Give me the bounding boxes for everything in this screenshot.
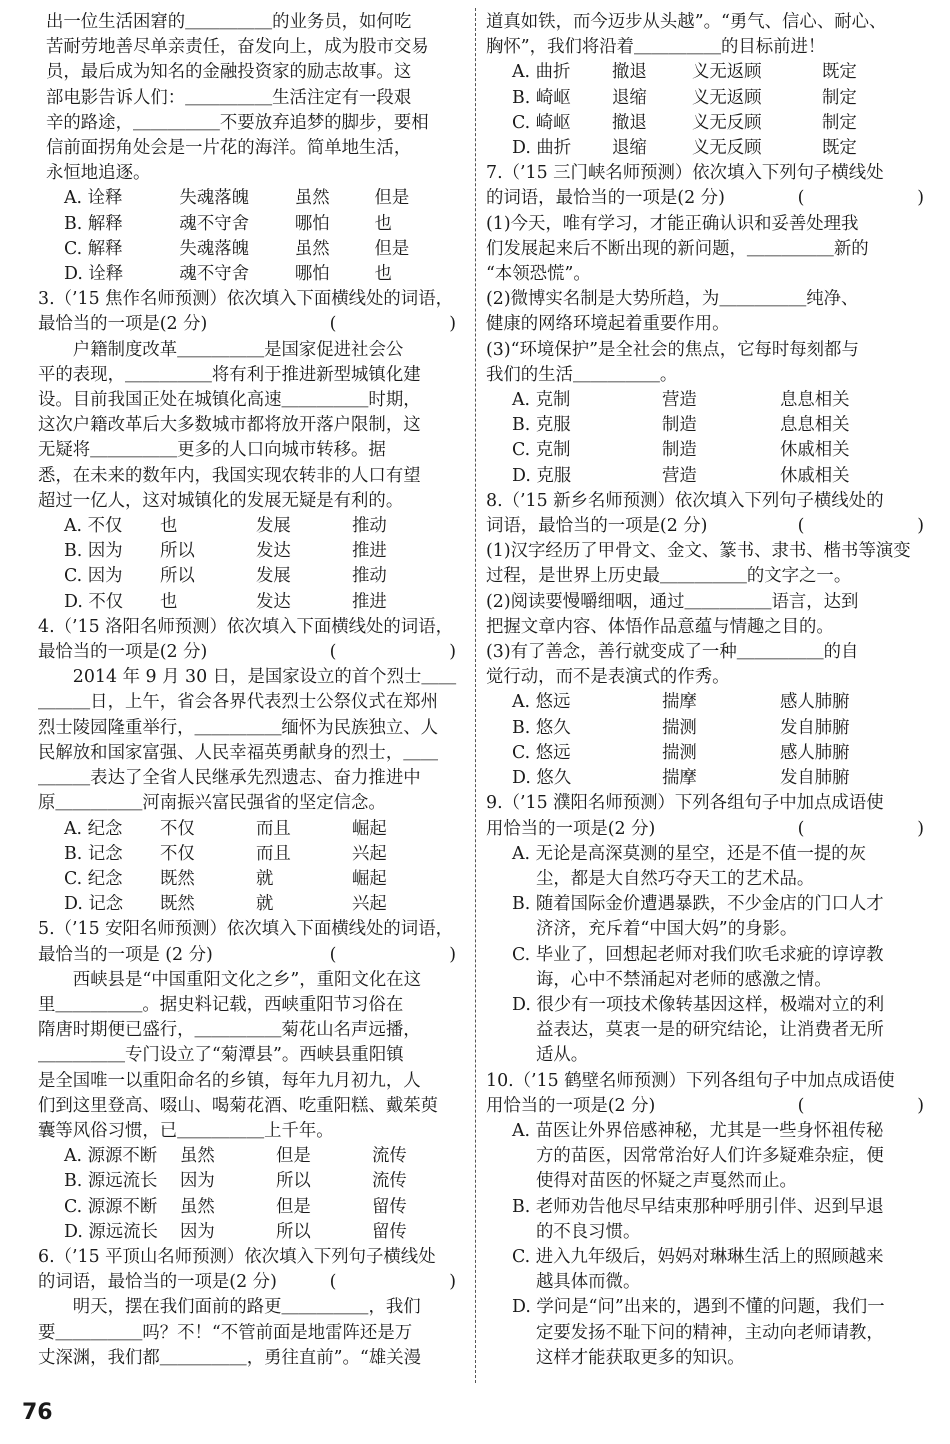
option-row: [486, 741, 932, 766]
passage-line: 过程，是世界上历史最＿＿＿＿＿的文字之一。: [486, 566, 852, 587]
passage-line: (3)“环境保护”是全社会的焦点，它每时每刻都与: [486, 339, 859, 360]
option-row: [38, 590, 464, 615]
option-cell: D. 记念: [64, 894, 124, 915]
choice-line: 定要发扬不耻下问的精神，主动向老师请教，: [536, 1322, 884, 1343]
option-cell: 虽然: [180, 1196, 215, 1217]
option-cell: D. 悠久: [512, 768, 572, 789]
passage-line: 辛的路途，＿＿＿＿＿不要放弃追梦的脚步，要相: [46, 112, 429, 133]
passage-line: 隋唐时期便已盛行，＿＿＿＿＿菊花山名声远播，: [38, 1020, 421, 1041]
option-row: [486, 464, 932, 489]
option-row: [486, 86, 932, 111]
option-cell: B. 悠久: [512, 717, 571, 738]
option-cell: D. 不仅: [64, 591, 124, 612]
question-head: 5.（’15 安阳名师预测）依次填入下面横线处的词语，: [38, 919, 453, 940]
option-cell: 发自肺腑: [780, 768, 850, 789]
passage-line: 永恒地追逐。: [46, 163, 151, 184]
choice-line: 使得对苗医的怀疑之声戛然而止。: [536, 1171, 797, 1192]
option-row: [486, 136, 932, 161]
option-row: [38, 237, 464, 262]
passage-line: 出一位生活困窘的＿＿＿＿＿的业务员，如何吃: [46, 12, 412, 32]
option-cell: A. 克制: [512, 390, 571, 411]
passage-line: 原＿＿＿＿＿河南振兴富民强省的坚定信念。: [38, 793, 386, 814]
choice-line: 的不良习惯。: [536, 1221, 641, 1242]
question-head: 最恰当的一项是 (2 分) ( ): [38, 943, 464, 968]
option-row: [486, 111, 932, 136]
passage-line: 囊等风俗习惯，已＿＿＿＿＿上千年。: [38, 1120, 334, 1141]
option-cell: D. 克服: [512, 465, 572, 486]
option-cell: 退缩: [612, 138, 647, 159]
passage-line: 明天，摆在我们面前的路更＿＿＿＿＿，我们: [72, 1297, 421, 1318]
option-cell: 而且: [256, 818, 291, 839]
option-row: [38, 842, 464, 867]
passage-line: (1)汉字经历了甲骨文、金文、篆书、隶书、楷书等演变: [486, 541, 911, 562]
option-cell: C. 悠远: [512, 742, 571, 763]
choice-line: D. 很少有一项技术像转基因这样，极端对立的利: [512, 994, 885, 1015]
question-head: 9.（’15 濮阳名师预测）下列各组句子中加点成语使: [486, 793, 884, 814]
option-row: [38, 564, 464, 589]
passage-line: ＿＿＿＿＿专门设立了“菊潭县”。西峡县重阳镇: [38, 1045, 404, 1066]
option-cell: 因为: [180, 1171, 215, 1192]
option-cell: 既定: [822, 138, 857, 159]
question-head: 3.（’15 焦作名师预测）依次填入下面横线处的词语，: [38, 289, 453, 310]
option-cell: C. 源源不断: [64, 1196, 158, 1217]
passage-line: “本领恐慌”。: [486, 264, 591, 285]
choice-line: 越具体而微。: [536, 1272, 641, 1293]
passage-line: 悉，在未来的数年内，我国实现农转非的人口有望: [38, 465, 421, 486]
choice-line: 尘，都是大自然巧夺天工的艺术品。: [536, 868, 815, 889]
passage-line: ＿＿＿表达了全省人民继承先烈遗志、奋力推进中: [38, 768, 421, 789]
question-head: 7.（’15 三门峡名师预测）依次填入下列句子横线处: [486, 163, 884, 184]
option-cell: 制造: [662, 415, 697, 436]
option-cell: 魂不守舍: [179, 213, 249, 234]
option-row: [38, 186, 464, 211]
passage-line: 西峡县是“中国重阳文化之乡”，重阳文化在这: [72, 969, 422, 990]
option-row: [38, 262, 464, 287]
option-cell: 营造: [662, 465, 697, 486]
choice-line: B. 随着国际金价遭遇暴跌，不少金店的门口人才: [512, 894, 884, 915]
option-cell: 但是: [374, 238, 410, 259]
option-cell: A. 曲折: [512, 62, 571, 83]
option-cell: 推进: [352, 541, 387, 562]
option-cell: 但是: [276, 1146, 311, 1167]
question-head: 8.（’15 新乡名师预测）依次填入下列句子横线处的: [486, 490, 884, 511]
option-cell: 所以: [160, 566, 195, 587]
passage-line: 丈深渊，我们都＿＿＿＿＿，勇往直前”。“雄关漫: [38, 1347, 421, 1368]
passage-line: 民解放和国家富强、人民幸福英勇献身的烈士，＿＿: [38, 742, 438, 763]
question-head: 词语，最恰当的一项是(2 分) ( ): [486, 514, 932, 539]
option-row: [38, 1169, 464, 1194]
option-cell: A. 纪念: [64, 818, 123, 839]
option-cell: B. 源远流长: [64, 1171, 158, 1192]
option-row: [38, 1220, 464, 1245]
choice-line: B. 老师劝告他尽早结束那种呼朋引伴、迟到早退: [512, 1196, 884, 1217]
option-cell: 流传: [372, 1171, 407, 1192]
option-cell: C. 克制: [512, 440, 571, 461]
option-cell: 也: [160, 516, 178, 537]
option-cell: 虽然: [294, 238, 330, 259]
question-head: 用恰当的一项是(2 分) ( ): [486, 817, 932, 842]
question-head: 4.（’15 洛阳名师预测）依次填入下面横线处的词语，: [38, 616, 453, 637]
question-head: 最恰当的一项是(2 分) ( ): [38, 312, 464, 337]
passage-line: 是全国唯一以重阳命名的乡镇，每年九月初九，人: [38, 1070, 421, 1091]
option-row: [38, 892, 464, 917]
option-row: [486, 716, 932, 741]
passage-line: 信前面拐角处会是一片花的海洋。简单地生活，: [46, 138, 412, 159]
option-row: [38, 539, 464, 564]
answer-paren: ( ): [797, 818, 950, 839]
option-cell: 发展: [256, 566, 291, 587]
passage-line: 把握文章内容、体悟作品意蕴与情趣之目的。: [486, 616, 834, 637]
option-cell: 但是: [276, 1196, 311, 1217]
option-cell: B. 记念: [64, 843, 123, 864]
option-row: [38, 1195, 464, 1220]
option-cell: B. 因为: [64, 541, 123, 562]
option-cell: 退缩: [612, 87, 647, 108]
option-cell: 休戚相关: [780, 440, 850, 461]
option-row: [38, 212, 464, 237]
passage-line: 觉行动，而不是表演式的作秀。: [486, 667, 730, 688]
passage-line: 无疑将＿＿＿＿＿更多的人口向城市转移。据: [38, 440, 386, 461]
option-cell: 休戚相关: [780, 465, 850, 486]
passage-line: 烈士陵园隆重举行，＿＿＿＿＿缅怀为民族独立、人: [38, 717, 438, 738]
choice-line: A. 苗医让外界倍感神秘，尤其是一些身怀祖传秘: [512, 1120, 884, 1141]
option-cell: 也: [374, 213, 392, 234]
passage-line: (1)今天，唯有学习，才能正确认识和妥善处理我: [486, 213, 859, 234]
option-cell: A. 不仅: [64, 516, 123, 537]
answer-paren: ( ): [329, 642, 482, 663]
option-cell: 发展: [256, 516, 291, 537]
option-cell: 制定: [822, 87, 857, 108]
option-cell: 哪怕: [294, 264, 330, 285]
option-cell: B. 克服: [512, 415, 571, 436]
option-cell: 既然: [160, 894, 195, 915]
passage-line: 要＿＿＿＿＿吗？不！“不管前面是地雷阵还是万: [38, 1322, 413, 1343]
choice-line: 这样才能获取更多的知识。: [536, 1347, 745, 1368]
option-row: [486, 60, 932, 85]
passage-line: 这次户籍改革后大多数城市都将放开落户限制，这: [38, 415, 421, 436]
option-cell: 而且: [256, 843, 291, 864]
answer-paren: ( ): [797, 516, 950, 537]
question-head: 用恰当的一项是(2 分) ( ): [486, 1094, 932, 1119]
passage-line: 们到这里登高、啜山、喝菊花酒、吃重阳糕、戴茱萸: [38, 1095, 438, 1116]
option-cell: 崛起: [352, 868, 387, 889]
option-cell: 虽然: [180, 1146, 215, 1167]
passage-line: ＿＿＿日，上午，省会各界代表烈士公祭仪式在郑州: [38, 692, 438, 713]
option-cell: 制定: [822, 112, 857, 133]
option-row: [38, 1144, 464, 1169]
option-cell: 揣摩: [662, 768, 697, 789]
question-head: 的词语，最恰当的一项是(2 分) ( ): [486, 186, 932, 211]
option-cell: 就: [256, 894, 274, 915]
choice-line: C. 毕业了，回想起老师对我们吹毛求疵的谆谆教: [512, 944, 884, 965]
option-cell: 流传: [372, 1146, 407, 1167]
option-cell: 魂不守舍: [179, 264, 249, 285]
answer-paren: ( ): [329, 1272, 482, 1293]
question-head: 10.（’15 鹤壁名师预测）下列各组句子中加点成语使: [486, 1070, 895, 1091]
question-head: 的词语，最恰当的一项是(2 分) ( ): [38, 1270, 464, 1295]
option-cell: 义无反顾: [692, 138, 762, 159]
option-cell: 息息相关: [780, 390, 850, 411]
passage-line: 员，最后成为知名的金融投资家的励志故事。这: [46, 62, 412, 83]
passage-line: (3)有了善念，善行就变成了一种＿＿＿＿＿的自: [486, 642, 859, 663]
option-cell: 制造: [662, 440, 697, 461]
passage-line: 健康的网络环境起着重要作用。: [486, 314, 730, 335]
option-row: [486, 413, 932, 438]
option-cell: 推进: [352, 591, 387, 612]
option-row: [38, 514, 464, 539]
column-divider: [475, 8, 476, 1383]
answer-paren: ( ): [329, 314, 482, 335]
choice-line: 诲，心中不禁涌起对老师的感激之情。: [536, 969, 832, 990]
option-cell: 推动: [352, 516, 387, 537]
option-cell: B. 崎岖: [512, 87, 571, 108]
option-cell: 感人肺腑: [780, 692, 850, 713]
option-cell: 义无返顾: [692, 87, 762, 108]
choice-line: D. 学问是“问”出来的，遇到不懂的问题，我们一: [512, 1297, 885, 1318]
option-row: [486, 438, 932, 463]
option-cell: 不仅: [160, 818, 195, 839]
passage-line: 超过一亿人，这对城镇化的发展无疑是有利的。: [38, 490, 404, 511]
answer-paren: ( ): [797, 1095, 950, 1116]
passage-line: (2)微博实名制是大势所趋，为＿＿＿＿＿纯净、: [486, 289, 859, 310]
option-cell: 但是: [374, 188, 410, 209]
passage-line: 里＿＿＿＿＿。据史料记载，西峡重阳节习俗在: [38, 994, 404, 1015]
option-cell: 失魂落魄: [179, 238, 249, 259]
option-cell: C. 崎岖: [512, 112, 571, 133]
option-cell: 撤退: [612, 112, 647, 133]
option-cell: 揣摩: [662, 692, 697, 713]
passage-line: 我们的生活＿＿＿＿＿。: [486, 364, 678, 385]
option-cell: 揣测: [662, 717, 697, 738]
option-cell: 发自肺腑: [780, 717, 850, 738]
option-cell: 不仅: [160, 843, 195, 864]
option-cell: 营造: [662, 390, 697, 411]
option-cell: 兴起: [352, 894, 387, 915]
passage-line: 们发展起来后不断出现的新问题，＿＿＿＿＿新的: [486, 238, 869, 259]
option-cell: 既然: [160, 868, 195, 889]
option-cell: A. 诠释: [64, 188, 123, 209]
option-cell: C. 因为: [64, 566, 123, 587]
option-cell: 所以: [276, 1171, 311, 1192]
answer-paren: ( ): [797, 188, 950, 209]
passage-line: 苦耐劳地善尽单亲责任，奋发向上，成为股市交易: [46, 37, 429, 58]
passage-line: 部电影告诉人们：＿＿＿＿＿生活注定有一段艰: [46, 87, 412, 108]
option-cell: A. 悠远: [512, 692, 571, 713]
choice-line: 益表达，莫衷一是的研究结论，让消费者无所: [536, 1020, 884, 1041]
passage-line: 胸怀”，我们将沿着＿＿＿＿＿的目标前进！: [486, 37, 826, 58]
option-cell: 发达: [256, 591, 291, 612]
option-cell: 也: [374, 264, 392, 285]
choice-line: 方的苗医，因常常治好人们许多疑难杂症，便: [536, 1146, 884, 1167]
left-column: [38, 10, 482, 1371]
option-cell: 因为: [180, 1221, 215, 1242]
option-cell: 所以: [276, 1221, 311, 1242]
option-row: [38, 867, 464, 892]
option-cell: D. 源远流长: [64, 1221, 158, 1242]
option-cell: 撤退: [612, 62, 647, 83]
option-cell: 失魂落魄: [179, 188, 249, 209]
choice-line: C. 进入九年级后，妈妈对琳琳生活上的照顾越来: [512, 1246, 884, 1267]
option-cell: 揣测: [662, 742, 697, 763]
page-number: 76: [22, 1400, 53, 1425]
choice-line: 适从。: [536, 1045, 589, 1066]
option-cell: 既定: [822, 62, 857, 83]
passage-line: 户籍制度改革＿＿＿＿＿是国家促进社会公: [72, 339, 404, 360]
option-cell: 发达: [256, 541, 291, 562]
option-cell: 感人肺腑: [780, 742, 850, 763]
option-cell: C. 纪念: [64, 868, 123, 889]
option-cell: 留传: [372, 1221, 407, 1242]
option-cell: B. 解释: [64, 213, 123, 234]
option-cell: 息息相关: [780, 415, 850, 436]
option-cell: A. 源源不断: [64, 1146, 158, 1167]
passage-line: 2014 年 9 月 30 日，是国家设立的首个烈士＿＿: [72, 667, 457, 688]
option-cell: 兴起: [352, 843, 387, 864]
question-head: 6.（’15 平顶山名师预测）依次填入下列句子横线处: [38, 1246, 436, 1267]
option-cell: 也: [160, 591, 178, 612]
passage-line: 平的表现，＿＿＿＿＿将有利于推进新型城镇化建: [38, 364, 421, 385]
option-row: [486, 388, 932, 413]
choice-line: 济济，充斥着“中国大妈”的身影。: [536, 919, 798, 940]
option-cell: 就: [256, 868, 274, 889]
option-cell: 崛起: [352, 818, 387, 839]
option-cell: 虽然: [294, 188, 330, 209]
right-column: [486, 10, 950, 1371]
option-cell: 推动: [352, 566, 387, 587]
option-row: [486, 766, 932, 791]
passage-line: (2)阅读要慢嚼细咽，通过＿＿＿＿＿语言，达到: [486, 591, 859, 612]
answer-paren: ( ): [329, 944, 482, 965]
option-cell: 哪怕: [294, 213, 330, 234]
option-cell: 所以: [160, 541, 195, 562]
passage-line: 设。目前我国正处在城镇化高速＿＿＿＿＿时期，: [38, 390, 421, 411]
option-cell: 留传: [372, 1196, 407, 1217]
option-cell: 义无返顾: [692, 62, 762, 83]
option-cell: C. 解释: [64, 238, 123, 259]
option-cell: D. 曲折: [512, 138, 572, 159]
option-row: [38, 817, 464, 842]
option-cell: D. 诠释: [64, 264, 124, 285]
option-row: [486, 690, 932, 715]
passage-line: 道真如铁，而今迈步从头越”。“勇气、信心、耐心、: [486, 12, 887, 32]
question-head: 最恰当的一项是(2 分) ( ): [38, 640, 464, 665]
option-cell: 义无反顾: [692, 112, 762, 133]
choice-line: A. 无论是高深莫测的星空，还是不值一提的灰: [512, 843, 867, 864]
